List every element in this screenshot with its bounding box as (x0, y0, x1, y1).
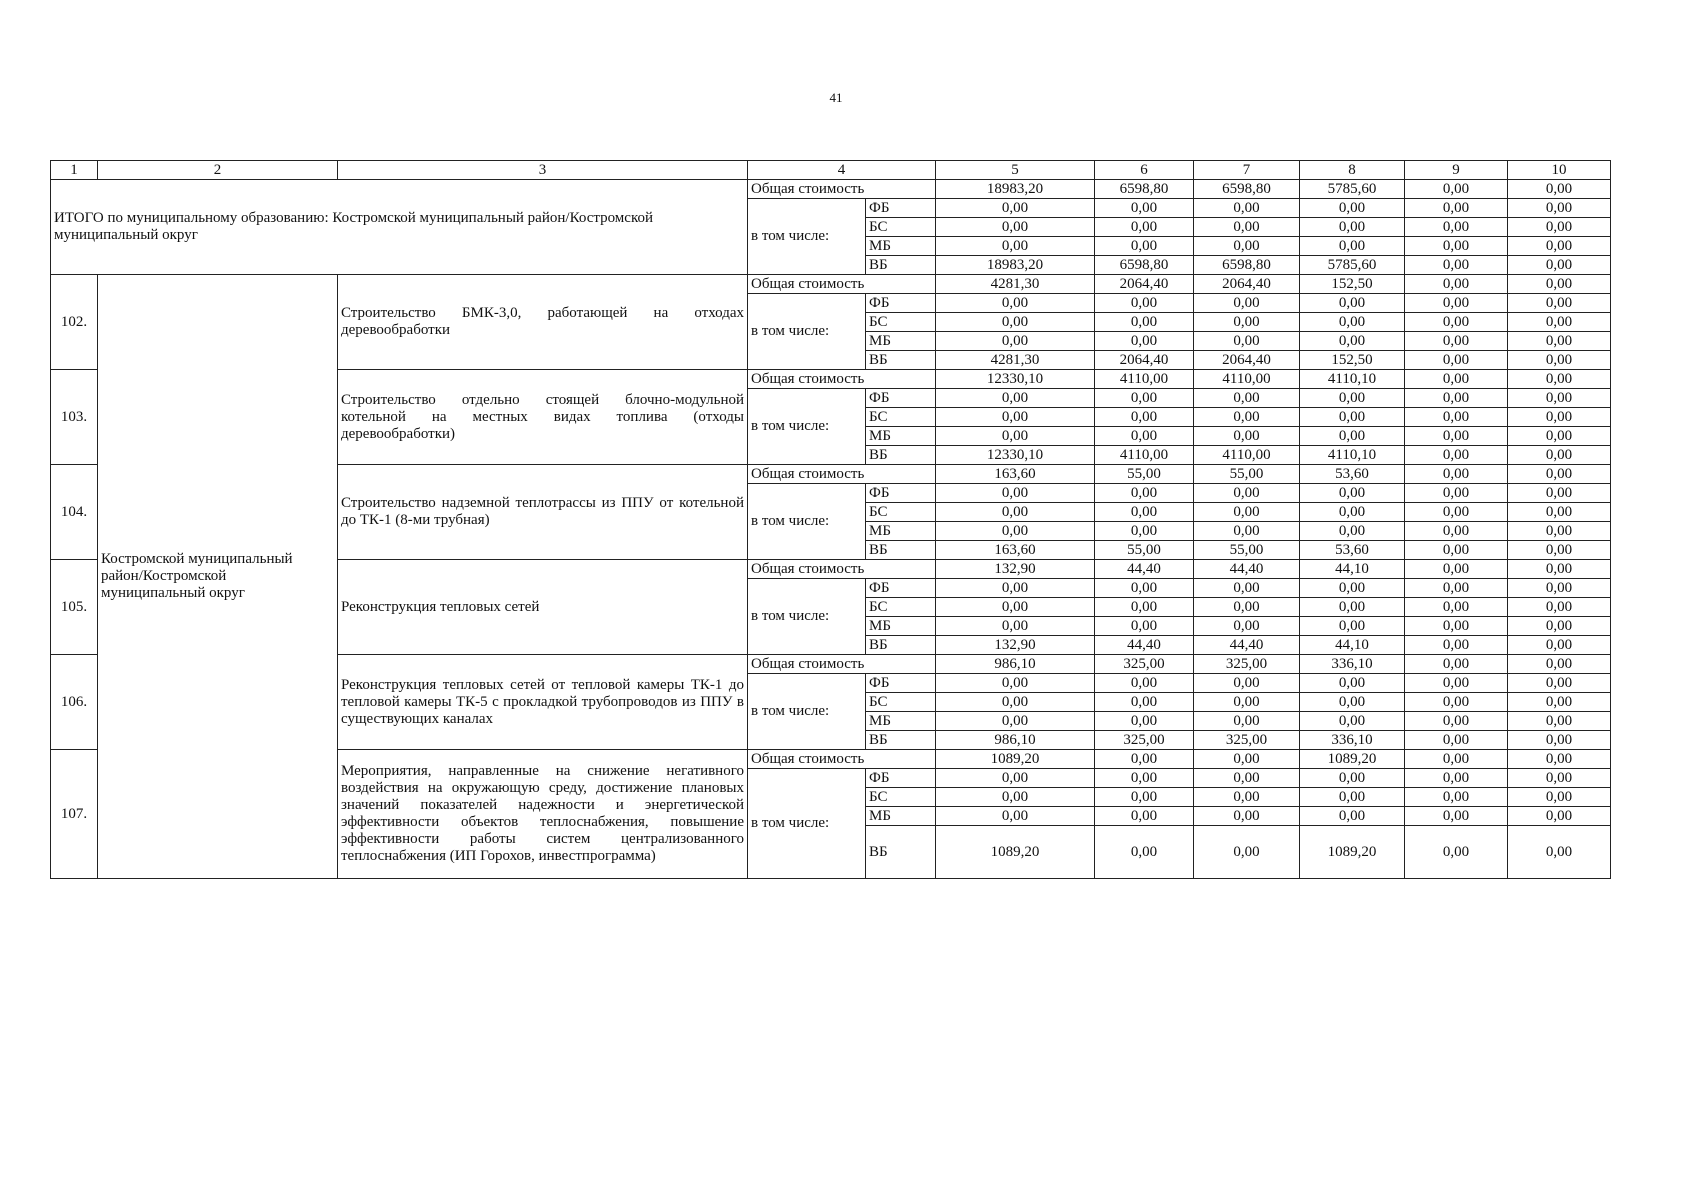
value-cell: 0,00 (936, 237, 1095, 256)
header-cell: 9 (1405, 161, 1508, 180)
value-cell: 12330,10 (936, 446, 1095, 465)
value-cell: 986,10 (936, 655, 1095, 674)
project-number: 102. (51, 275, 98, 370)
value-cell: 4281,30 (936, 275, 1095, 294)
source-label: ВБ (866, 256, 936, 275)
total-cost-label: Общая стоимость (748, 750, 936, 769)
header-cell: 4 (748, 161, 936, 180)
header-row (51, 161, 1611, 180)
value-cell: 0,00 (1194, 826, 1300, 879)
value-cell: 1089,20 (1300, 826, 1405, 879)
value-cell: 0,00 (1300, 408, 1405, 427)
value-cell: 0,00 (1300, 769, 1405, 788)
total-cost-label: Общая стоимость (748, 560, 936, 579)
value-cell: 5785,60 (1300, 180, 1405, 199)
value-cell: 0,00 (1194, 484, 1300, 503)
value-cell: 0,00 (1405, 541, 1508, 560)
value-cell: 163,60 (936, 465, 1095, 484)
value-cell: 0,00 (1508, 294, 1611, 313)
value-cell: 4110,10 (1300, 370, 1405, 389)
value-cell: 0,00 (1300, 389, 1405, 408)
source-label: МБ (866, 712, 936, 731)
value-cell: 0,00 (1508, 541, 1611, 560)
value-cell: 0,00 (1300, 617, 1405, 636)
value-cell: 0,00 (1300, 674, 1405, 693)
value-cell: 0,00 (1405, 655, 1508, 674)
value-cell: 0,00 (1095, 712, 1194, 731)
source-label: МБ (866, 807, 936, 826)
value-cell: 0,00 (1300, 807, 1405, 826)
value-cell: 0,00 (1508, 598, 1611, 617)
including-label: в том числе: (748, 199, 866, 275)
value-cell: 18983,20 (936, 256, 1095, 275)
source-label: ВБ (866, 731, 936, 750)
value-cell: 0,00 (1194, 617, 1300, 636)
value-cell: 0,00 (1405, 389, 1508, 408)
value-cell: 986,10 (936, 731, 1095, 750)
value-cell: 0,00 (1405, 826, 1508, 879)
value-cell: 0,00 (1095, 313, 1194, 332)
value-cell: 0,00 (1095, 237, 1194, 256)
value-cell: 0,00 (1095, 503, 1194, 522)
source-label: БС (866, 408, 936, 427)
source-label: ФБ (866, 769, 936, 788)
value-cell: 0,00 (1194, 199, 1300, 218)
value-cell: 325,00 (1194, 655, 1300, 674)
value-cell: 152,50 (1300, 351, 1405, 370)
value-cell: 0,00 (1405, 807, 1508, 826)
value-cell: 0,00 (1194, 218, 1300, 237)
source-label: ФБ (866, 484, 936, 503)
value-cell: 0,00 (1508, 731, 1611, 750)
value-cell: 0,00 (1194, 332, 1300, 351)
value-cell: 0,00 (1508, 408, 1611, 427)
header-cell: 1 (51, 161, 98, 180)
value-cell: 0,00 (1300, 484, 1405, 503)
value-cell: 0,00 (1508, 256, 1611, 275)
value-cell: 0,00 (1300, 313, 1405, 332)
value-cell: 0,00 (1508, 465, 1611, 484)
value-cell: 0,00 (1405, 579, 1508, 598)
source-label: БС (866, 693, 936, 712)
value-cell: 0,00 (1194, 712, 1300, 731)
value-cell: 0,00 (1095, 693, 1194, 712)
value-cell: 0,00 (1300, 712, 1405, 731)
header-cell: 5 (936, 161, 1095, 180)
value-cell: 0,00 (1405, 294, 1508, 313)
value-cell: 0,00 (1194, 427, 1300, 446)
value-cell: 325,00 (1194, 731, 1300, 750)
value-cell: 0,00 (1095, 617, 1194, 636)
organization-cell: Костромской муниципальный район/Костромской муниципальный округ (98, 275, 338, 879)
project-description: Строительство БМК-3,0, работающей на отходах деревообработки (338, 275, 748, 370)
value-cell: 1089,20 (936, 750, 1095, 769)
value-cell: 4110,00 (1095, 370, 1194, 389)
value-cell: 44,40 (1095, 560, 1194, 579)
project-description: Строительство отдельно стоящей блочно-модульной котельной на местных видах топлива (отходы деревообработки) (338, 370, 748, 465)
value-cell: 0,00 (1508, 389, 1611, 408)
value-cell: 0,00 (1508, 427, 1611, 446)
value-cell: 4110,00 (1095, 446, 1194, 465)
source-label: БС (866, 598, 936, 617)
value-cell: 0,00 (1194, 674, 1300, 693)
value-cell: 0,00 (1095, 218, 1194, 237)
including-label: в том числе: (748, 389, 866, 465)
value-cell: 44,10 (1300, 636, 1405, 655)
value-cell: 0,00 (1405, 636, 1508, 655)
value-cell: 0,00 (1405, 275, 1508, 294)
value-cell: 5785,60 (1300, 256, 1405, 275)
value-cell: 0,00 (1194, 313, 1300, 332)
value-cell: 0,00 (936, 199, 1095, 218)
source-label: ВБ (866, 351, 936, 370)
value-cell: 0,00 (1300, 199, 1405, 218)
value-cell: 0,00 (936, 712, 1095, 731)
value-cell: 53,60 (1300, 541, 1405, 560)
value-cell: 0,00 (1508, 503, 1611, 522)
including-label: в том числе: (748, 484, 866, 560)
value-cell: 0,00 (1508, 446, 1611, 465)
value-cell: 0,00 (1508, 275, 1611, 294)
value-cell: 0,00 (1508, 750, 1611, 769)
project-number: 107. (51, 750, 98, 879)
value-cell: 0,00 (1508, 218, 1611, 237)
value-cell: 0,00 (1095, 579, 1194, 598)
value-cell: 0,00 (1194, 408, 1300, 427)
value-cell: 0,00 (1405, 617, 1508, 636)
value-cell: 0,00 (1405, 446, 1508, 465)
value-cell: 0,00 (1508, 484, 1611, 503)
project-number: 106. (51, 655, 98, 750)
value-cell: 0,00 (1508, 370, 1611, 389)
header-cell: 10 (1508, 161, 1611, 180)
value-cell: 0,00 (1405, 560, 1508, 579)
value-cell: 0,00 (1405, 788, 1508, 807)
value-cell: 0,00 (1405, 484, 1508, 503)
value-cell: 6598,80 (1095, 256, 1194, 275)
total-cost-label: Общая стоимость (748, 655, 936, 674)
value-cell: 0,00 (936, 408, 1095, 427)
including-label: в том числе: (748, 674, 866, 750)
value-cell: 0,00 (936, 693, 1095, 712)
value-cell: 0,00 (1405, 522, 1508, 541)
value-cell: 0,00 (1405, 712, 1508, 731)
value-cell: 44,10 (1300, 560, 1405, 579)
value-cell: 132,90 (936, 636, 1095, 655)
page-number: 41 (829, 90, 843, 105)
value-cell: 0,00 (1194, 503, 1300, 522)
value-cell: 0,00 (1405, 731, 1508, 750)
value-cell: 2064,40 (1095, 275, 1194, 294)
value-cell: 55,00 (1194, 541, 1300, 560)
project-number: 104. (51, 465, 98, 560)
value-cell: 0,00 (1508, 788, 1611, 807)
value-cell: 0,00 (1405, 769, 1508, 788)
value-cell: 0,00 (1095, 826, 1194, 879)
value-cell: 0,00 (1405, 237, 1508, 256)
value-cell: 0,00 (1508, 522, 1611, 541)
value-cell: 0,00 (936, 294, 1095, 313)
source-label: БС (866, 218, 936, 237)
value-cell: 0,00 (936, 313, 1095, 332)
source-label: ФБ (866, 389, 936, 408)
value-cell: 0,00 (936, 788, 1095, 807)
value-cell: 0,00 (1508, 807, 1611, 826)
project-description: Реконструкция тепловых сетей (338, 560, 748, 655)
value-cell: 0,00 (1095, 807, 1194, 826)
value-cell: 0,00 (1095, 294, 1194, 313)
value-cell: 0,00 (1405, 370, 1508, 389)
value-cell: 0,00 (1508, 636, 1611, 655)
value-cell: 336,10 (1300, 655, 1405, 674)
value-cell: 325,00 (1095, 731, 1194, 750)
total-cost-label: Общая стоимость (748, 465, 936, 484)
value-cell: 0,00 (936, 579, 1095, 598)
project-number: 103. (51, 370, 98, 465)
source-label: МБ (866, 617, 936, 636)
value-cell: 0,00 (1508, 332, 1611, 351)
total-cost-row (51, 180, 1611, 199)
value-cell: 0,00 (1300, 237, 1405, 256)
value-cell: 2064,40 (1194, 351, 1300, 370)
value-cell: 0,00 (1405, 218, 1508, 237)
value-cell: 1089,20 (936, 826, 1095, 879)
value-cell: 0,00 (1300, 788, 1405, 807)
header-cell: 7 (1194, 161, 1300, 180)
value-cell: 0,00 (1508, 712, 1611, 731)
value-cell: 0,00 (1194, 579, 1300, 598)
value-cell: 0,00 (1300, 579, 1405, 598)
value-cell: 0,00 (936, 522, 1095, 541)
source-label: БС (866, 313, 936, 332)
value-cell: 18983,20 (936, 180, 1095, 199)
value-cell: 0,00 (1194, 237, 1300, 256)
value-cell: 2064,40 (1194, 275, 1300, 294)
value-cell: 0,00 (936, 769, 1095, 788)
value-cell: 0,00 (1508, 579, 1611, 598)
value-cell: 0,00 (1095, 199, 1194, 218)
value-cell: 0,00 (936, 218, 1095, 237)
value-cell: 0,00 (1405, 674, 1508, 693)
value-cell: 0,00 (1300, 332, 1405, 351)
value-cell: 152,50 (1300, 275, 1405, 294)
total-cost-label: Общая стоимость (748, 180, 936, 199)
value-cell: 0,00 (1405, 465, 1508, 484)
value-cell: 0,00 (1508, 769, 1611, 788)
source-label: БС (866, 788, 936, 807)
value-cell: 0,00 (1194, 807, 1300, 826)
value-cell: 0,00 (1095, 769, 1194, 788)
value-cell: 0,00 (1300, 218, 1405, 237)
value-cell: 6598,80 (1194, 180, 1300, 199)
value-cell: 0,00 (1095, 598, 1194, 617)
value-cell: 44,40 (1194, 560, 1300, 579)
source-label: ВБ (866, 636, 936, 655)
value-cell: 0,00 (1300, 294, 1405, 313)
project-cost-row (51, 275, 1611, 294)
value-cell: 163,60 (936, 541, 1095, 560)
value-cell: 0,00 (1405, 351, 1508, 370)
including-label: в том числе: (748, 769, 866, 879)
project-number: 105. (51, 560, 98, 655)
source-label: ФБ (866, 199, 936, 218)
value-cell: 0,00 (936, 617, 1095, 636)
value-cell: 0,00 (1405, 408, 1508, 427)
value-cell: 2064,40 (1095, 351, 1194, 370)
value-cell: 0,00 (1300, 427, 1405, 446)
value-cell: 0,00 (1405, 750, 1508, 769)
source-label: ВБ (866, 826, 936, 879)
value-cell: 0,00 (1095, 522, 1194, 541)
total-cost-label: Общая стоимость (748, 370, 936, 389)
value-cell: 4110,10 (1300, 446, 1405, 465)
value-cell: 325,00 (1095, 655, 1194, 674)
value-cell: 0,00 (1508, 180, 1611, 199)
value-cell: 0,00 (1300, 693, 1405, 712)
value-cell: 0,00 (936, 427, 1095, 446)
value-cell: 0,00 (1405, 180, 1508, 199)
value-cell: 336,10 (1300, 731, 1405, 750)
total-cost-label: Общая стоимость (748, 275, 936, 294)
value-cell: 6598,80 (1194, 256, 1300, 275)
value-cell: 0,00 (1405, 503, 1508, 522)
value-cell: 0,00 (936, 332, 1095, 351)
value-cell: 0,00 (936, 503, 1095, 522)
value-cell: 0,00 (1508, 693, 1611, 712)
value-cell: 0,00 (936, 598, 1095, 617)
value-cell: 0,00 (1405, 427, 1508, 446)
value-cell: 0,00 (1095, 332, 1194, 351)
source-label: МБ (866, 237, 936, 256)
source-label: МБ (866, 332, 936, 351)
header-cell: 8 (1300, 161, 1405, 180)
value-cell: 0,00 (1194, 389, 1300, 408)
value-cell: 0,00 (1405, 598, 1508, 617)
source-label: ВБ (866, 541, 936, 560)
value-cell: 0,00 (936, 674, 1095, 693)
value-cell: 0,00 (1508, 199, 1611, 218)
total-label: ИТОГО по муниципальному образованию: Костромской муниципальный район/Костромской муниципальный округ (51, 180, 748, 275)
value-cell: 0,00 (1508, 655, 1611, 674)
value-cell: 0,00 (1508, 617, 1611, 636)
value-cell: 0,00 (1300, 503, 1405, 522)
value-cell: 0,00 (1405, 256, 1508, 275)
source-label: ВБ (866, 446, 936, 465)
value-cell: 0,00 (1194, 769, 1300, 788)
value-cell: 0,00 (1508, 351, 1611, 370)
source-label: ФБ (866, 674, 936, 693)
value-cell: 55,00 (1194, 465, 1300, 484)
value-cell: 0,00 (1095, 788, 1194, 807)
value-cell: 12330,10 (936, 370, 1095, 389)
header-cell: 2 (98, 161, 338, 180)
including-label: в том числе: (748, 579, 866, 655)
value-cell: 0,00 (1095, 750, 1194, 769)
value-cell: 44,40 (1095, 636, 1194, 655)
value-cell: 6598,80 (1095, 180, 1194, 199)
value-cell: 0,00 (1194, 693, 1300, 712)
value-cell: 1089,20 (1300, 750, 1405, 769)
value-cell: 0,00 (1405, 313, 1508, 332)
value-cell: 0,00 (1095, 674, 1194, 693)
value-cell: 0,00 (936, 484, 1095, 503)
value-cell: 0,00 (1508, 674, 1611, 693)
source-label: БС (866, 503, 936, 522)
value-cell: 53,60 (1300, 465, 1405, 484)
including-label: в том числе: (748, 294, 866, 370)
value-cell: 0,00 (1508, 237, 1611, 256)
value-cell: 0,00 (1300, 522, 1405, 541)
source-label: МБ (866, 522, 936, 541)
value-cell: 0,00 (1194, 598, 1300, 617)
source-label: МБ (866, 427, 936, 446)
header-cell: 6 (1095, 161, 1194, 180)
value-cell: 0,00 (1194, 294, 1300, 313)
value-cell: 0,00 (1508, 826, 1611, 879)
value-cell: 132,90 (936, 560, 1095, 579)
value-cell: 4281,30 (936, 351, 1095, 370)
value-cell: 0,00 (936, 389, 1095, 408)
value-cell: 55,00 (1095, 541, 1194, 560)
value-cell: 44,40 (1194, 636, 1300, 655)
value-cell: 0,00 (1095, 484, 1194, 503)
value-cell: 0,00 (1405, 693, 1508, 712)
header-cell: 3 (338, 161, 748, 180)
value-cell: 0,00 (1194, 788, 1300, 807)
value-cell: 0,00 (1095, 408, 1194, 427)
value-cell: 4110,00 (1194, 370, 1300, 389)
value-cell: 0,00 (1508, 313, 1611, 332)
value-cell: 0,00 (1194, 522, 1300, 541)
value-cell: 0,00 (1508, 560, 1611, 579)
value-cell: 0,00 (1300, 598, 1405, 617)
value-cell: 0,00 (1405, 332, 1508, 351)
budget-table (50, 160, 1611, 879)
value-cell: 0,00 (1095, 427, 1194, 446)
value-cell: 0,00 (936, 807, 1095, 826)
project-description: Мероприятия, направленные на снижение негативного воздействия на окружающую среду, достижение плановых значений показателей надежности и энергетической эффективности объектов теплоснабжения, повышение эффективности работы систем централизованного теплоснабжения (ИП Горохов, инвестпрограмма) (338, 750, 748, 879)
value-cell: 0,00 (1095, 389, 1194, 408)
value-cell: 55,00 (1095, 465, 1194, 484)
value-cell: 0,00 (1194, 750, 1300, 769)
source-label: ФБ (866, 294, 936, 313)
project-description: Строительство надземной теплотрассы из ППУ от котельной до ТК-1 (8-ми трубная) (338, 465, 748, 560)
value-cell: 4110,00 (1194, 446, 1300, 465)
project-description: Реконструкция тепловых сетей от тепловой камеры ТК-1 до тепловой камеры ТК-5 с прокладкой трубопроводов из ППУ в существующих каналах (338, 655, 748, 750)
value-cell: 0,00 (1405, 199, 1508, 218)
source-label: ФБ (866, 579, 936, 598)
